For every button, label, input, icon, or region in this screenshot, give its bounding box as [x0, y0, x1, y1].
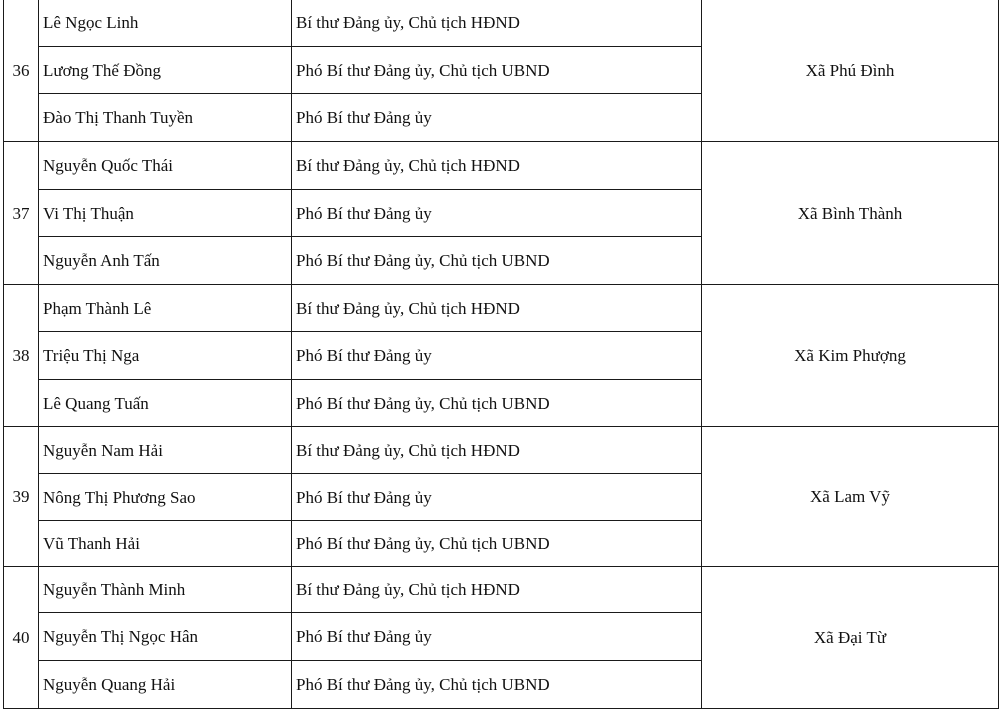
official-position: Bí thư Đảng ủy, Chủ tịch HĐND: [292, 0, 702, 47]
official-name: Nguyễn Quang Hải: [39, 661, 292, 709]
row-number: 39: [4, 427, 39, 567]
official-position: Phó Bí thư Đảng ủy: [292, 332, 702, 380]
official-position: Phó Bí thư Đảng ủy: [292, 94, 702, 142]
official-name: Đào Thị Thanh Tuyền: [39, 94, 292, 142]
official-name: Lê Ngọc Linh: [39, 0, 292, 47]
commune-name: Xã Bình Thành: [702, 142, 999, 285]
official-name: Nguyễn Thị Ngọc Hân: [39, 613, 292, 661]
official-name: Triệu Thị Nga: [39, 332, 292, 380]
official-name: Vũ Thanh Hải: [39, 521, 292, 567]
row-number: 36: [4, 0, 39, 142]
official-position: Phó Bí thư Đảng ủy, Chủ tịch UBND: [292, 47, 702, 94]
official-name: Lương Thế Đồng: [39, 47, 292, 94]
row-number: 40: [4, 567, 39, 709]
official-name: Nguyễn Quốc Thái: [39, 142, 292, 190]
official-position: Phó Bí thư Đảng ủy, Chủ tịch UBND: [292, 237, 702, 285]
commune-name: Xã Phú Đình: [702, 0, 999, 142]
commune-name: Xã Đại Từ: [702, 567, 999, 709]
official-name: Nguyễn Nam Hải: [39, 427, 292, 474]
row-number: 38: [4, 285, 39, 427]
official-name: Phạm Thành Lê: [39, 285, 292, 332]
official-name: Nguyễn Thành Minh: [39, 567, 292, 613]
officials-table: [3, 0, 999, 709]
table-row: [4, 427, 999, 474]
official-position: Bí thư Đảng ủy, Chủ tịch HĐND: [292, 427, 702, 474]
official-position: Phó Bí thư Đảng ủy: [292, 190, 702, 237]
commune-name: Xã Lam Vỹ: [702, 427, 999, 567]
official-position: Bí thư Đảng ủy, Chủ tịch HĐND: [292, 567, 702, 613]
official-position: Phó Bí thư Đảng ủy, Chủ tịch UBND: [292, 661, 702, 709]
row-number: 37: [4, 142, 39, 285]
table-row: [4, 285, 999, 332]
table-row: [4, 567, 999, 613]
commune-name: Xã Kim Phượng: [702, 285, 999, 427]
official-position: Phó Bí thư Đảng ủy, Chủ tịch UBND: [292, 380, 702, 427]
official-position: Phó Bí thư Đảng ủy: [292, 613, 702, 661]
official-name: Vi Thị Thuận: [39, 190, 292, 237]
official-position: Bí thư Đảng ủy, Chủ tịch HĐND: [292, 142, 702, 190]
official-position: Phó Bí thư Đảng ủy, Chủ tịch UBND: [292, 521, 702, 567]
official-position: Phó Bí thư Đảng ủy: [292, 474, 702, 521]
official-name: Lê Quang Tuấn: [39, 380, 292, 427]
official-position: Bí thư Đảng ủy, Chủ tịch HĐND: [292, 285, 702, 332]
table-row: [4, 142, 999, 190]
official-name: Nông Thị Phương Sao: [39, 474, 292, 521]
table-row: [4, 0, 999, 47]
official-name: Nguyễn Anh Tấn: [39, 237, 292, 285]
